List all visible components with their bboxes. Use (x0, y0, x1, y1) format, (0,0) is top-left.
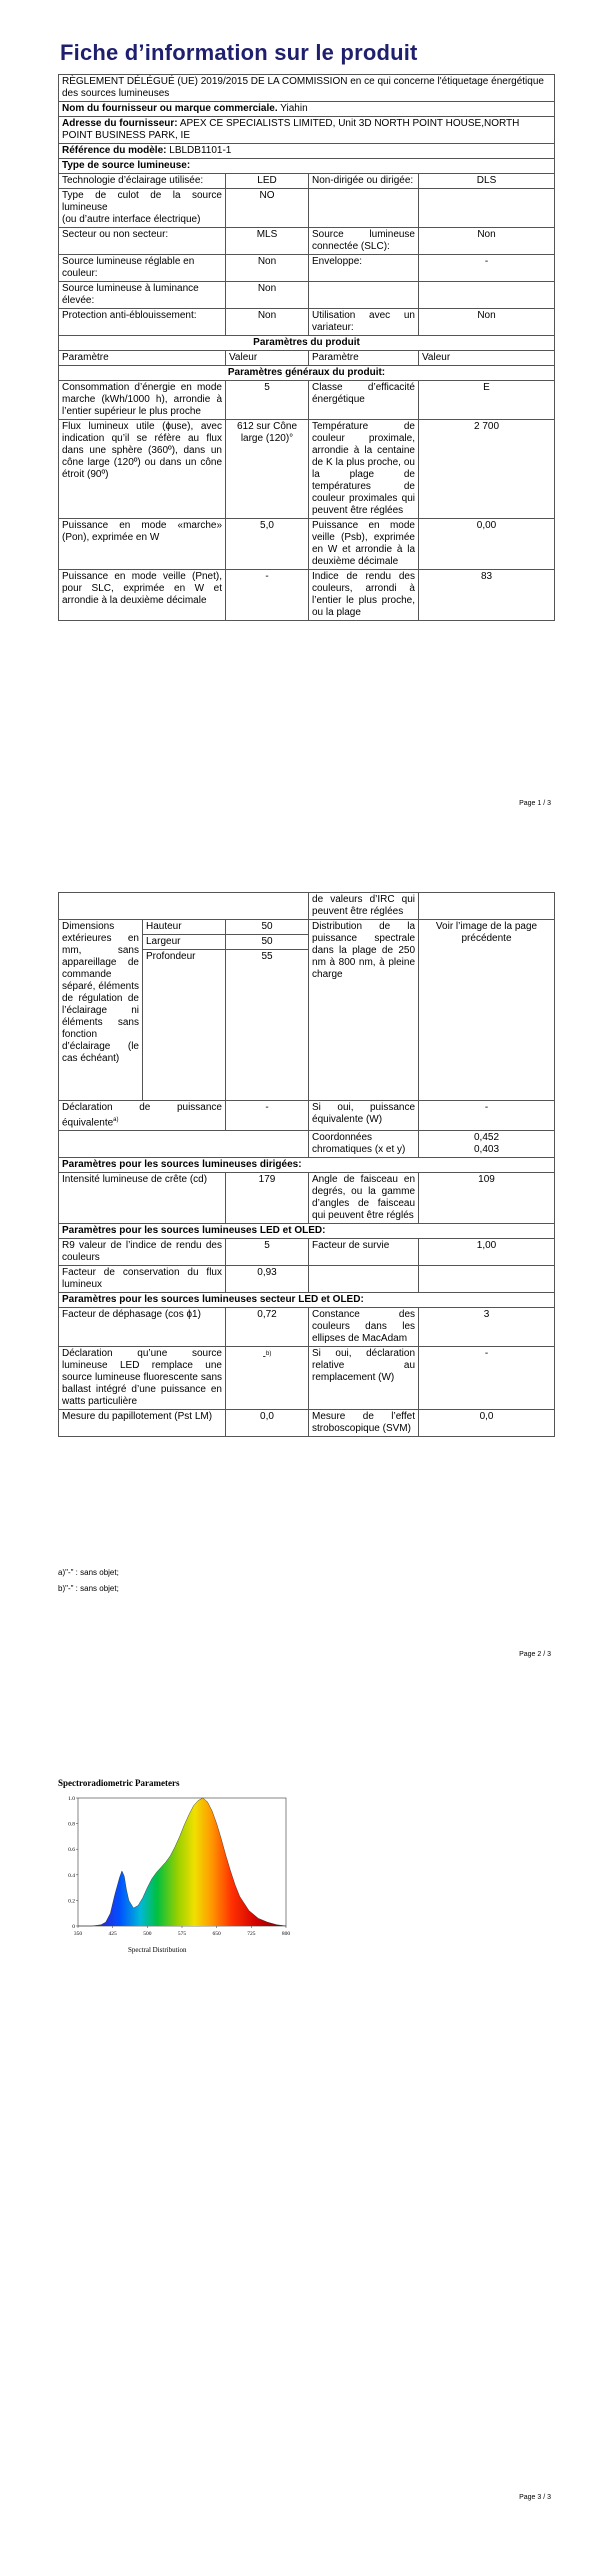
dim-height-label: Hauteur (143, 920, 226, 935)
row-label: Secteur ou non secteur: (59, 228, 226, 255)
flicker-value: 0,0 (226, 1410, 309, 1437)
y-tick-label: 0.8 (68, 1821, 75, 1828)
table-row (59, 1101, 555, 1131)
y-tick-label: 0 (72, 1924, 75, 1930)
table-row (59, 1131, 555, 1158)
param-label: Température de couleur proximale, arrondie à la centaine de K la plus proche, ou la plage de températures de couleur proximales qui peuvent être réglées (309, 420, 419, 519)
footnote-ref-b: b) (266, 1351, 272, 1358)
x-tick-label: 575 (177, 1931, 187, 1937)
directional-heading: Paramètres pour les sources lumineuses dirigées: (59, 1158, 555, 1173)
stroboscopic-value: 0,0 (419, 1410, 555, 1437)
macadam-label: Constance des couleurs dans les ellipses de MacAdam (309, 1308, 419, 1347)
x-tick-label: 650 (212, 1931, 221, 1937)
supplier-label: Nom du fournisseur ou marque commerciale. (62, 103, 278, 114)
regulation-text: RÈGLEMENT DÉLÉGUÉ (UE) 2019/2015 DE LA COMMISSION en ce qui concerne l'étiquetage énergétique des sources lumineuses (59, 75, 555, 102)
x-tick-label: 800 (281, 1931, 291, 1937)
replacement-value (226, 1347, 309, 1410)
replacement-eq-label: Si oui, déclaration relative au remplacement (W) (309, 1347, 419, 1410)
footnote-ref-a: a) (113, 1117, 119, 1123)
mains-heading: Paramètres pour les sources lumineuses secteur LED et OLED: (59, 1293, 555, 1308)
chroma-label: Coordonnées chromatiques (x et y) (309, 1131, 419, 1158)
table-row (59, 1266, 555, 1293)
param-label: Puissance en mode veille (Psb), exprimée en W et arrondie à la deuxième décimale (309, 519, 419, 570)
product-info-table-continued (58, 892, 555, 1437)
general-heading: Paramètres généraux du produit: (59, 366, 555, 381)
dim-width-value: 50 (226, 935, 309, 950)
row-value: NO (226, 189, 309, 228)
params-header-row (59, 351, 555, 366)
x-tick-label: 350 (73, 1931, 83, 1937)
page-number-3: Page 3 / 3 (519, 2494, 551, 2501)
param-value: 0,00 (419, 519, 555, 570)
table-row (59, 570, 555, 621)
param-label: Indice de rendu des couleurs, arrondi à l’entier le plus proche, ou la plage (309, 570, 419, 621)
product-info-table (58, 74, 555, 621)
type-heading: Type de source lumineuse: (59, 159, 555, 174)
row-label: Source lumineuse à luminance élevée: (59, 282, 226, 309)
x-tick-label: 500 (143, 1931, 152, 1937)
table-row (59, 255, 555, 282)
param-value: E (419, 381, 555, 420)
y-tick-label: 0.4 (68, 1872, 75, 1879)
dim-height-value: 50 (226, 920, 309, 935)
equiv-power-label: Si oui, puissance équivalente (W) (309, 1101, 419, 1131)
r9-label: R9 valeur de l’indice de rendu des couleurs (59, 1239, 226, 1266)
dims-row (59, 920, 555, 935)
replacement-label: Déclaration qu’une source lumineuse LED remplace une source lumineuse fluorescente sans ballast intégré d’une puissance en watts particulière (59, 1347, 226, 1410)
y-tick-label: 1.0 (68, 1796, 75, 1802)
row-value: Non (226, 255, 309, 282)
row-label: Protection anti-éblouissement: (59, 309, 226, 336)
cri-continued-text: de valeurs d’IRC qui peuvent être réglées (309, 893, 419, 920)
supplier-value: Yiahin (280, 103, 308, 114)
row-label: Non-dirigée ou dirigée: (309, 174, 419, 189)
power-decl-value: - (226, 1101, 309, 1131)
row-value: Non (419, 228, 555, 255)
replacement-eq-value: - (419, 1347, 555, 1410)
param-value: 5 (226, 381, 309, 420)
table-row (59, 519, 555, 570)
param-value: 612 sur Cône large (120)° (226, 420, 309, 519)
row-value: Non (226, 282, 309, 309)
param-label: Puissance en mode veille (Pnet), pour SLC, exprimée en W et arrondie à la deuxième décimale (59, 570, 226, 621)
phase-value: 0,72 (226, 1308, 309, 1347)
stroboscopic-label: Mesure de l’effet stroboscopique (SVM) (309, 1410, 419, 1437)
spectral-value: Voir l’image de la page précédente (419, 920, 555, 1101)
footnote-a: a)"-" : sans objet; (58, 1568, 119, 1577)
replacement-value-text: - (262, 1351, 266, 1363)
x-tick-label: 725 (247, 1931, 256, 1937)
lumen-maintenance-value: 0,93 (226, 1266, 309, 1293)
param-value: - (226, 570, 309, 621)
param-label: Consommation d’énergie en mode marche (kWh/1000 h), arrondie à l’entier supérieur le plus proche (59, 381, 226, 420)
table-row (59, 282, 555, 309)
survival-label: Facteur de survie (309, 1239, 419, 1266)
chroma-x: 0,452 (474, 1132, 500, 1144)
col-header-param: Paramètre (59, 351, 226, 366)
power-decl-label (59, 1101, 226, 1131)
x-tick-label: 425 (108, 1931, 117, 1937)
row-label: Source lumineuse connectée (SLC): (309, 228, 419, 255)
col-header-value: Valeur (226, 351, 309, 366)
params-heading: Paramètres du produit (59, 336, 555, 351)
page-number-2: Page 2 / 3 (519, 1651, 551, 1658)
phase-label: Facteur de déphasage (cos ɸ1) (59, 1308, 226, 1347)
page-title: Fiche d’information sur le produit (60, 40, 418, 65)
row-value (419, 189, 555, 228)
macadam-value: 3 (419, 1308, 555, 1347)
row-value: Non (419, 309, 555, 336)
dim-depth-value: 55 (226, 950, 309, 1101)
row-value: DLS (419, 174, 555, 189)
row-label: Enveloppe: (309, 255, 419, 282)
table-row (59, 1347, 555, 1410)
y-tick-label: 0.2 (68, 1898, 75, 1905)
page-number-1: Page 1 / 3 (519, 800, 551, 807)
row-label: Source lumineuse réglable en couleur: (59, 255, 226, 282)
row-value (419, 282, 555, 309)
model-row (59, 144, 555, 159)
row-value: - (419, 255, 555, 282)
param-label: Flux lumineux utile (ɸuse), avec indication qu’il se réfère au flux dans une sphère (360º), dans un cône large (120º) ou dans un cône étroit (90º) (59, 420, 226, 519)
table-row (59, 1239, 555, 1266)
row-value: Non (226, 309, 309, 336)
beam-angle-value: 109 (419, 1173, 555, 1224)
table-row (59, 893, 555, 920)
y-tick-label: 0.6 (68, 1847, 75, 1854)
chart-xlabel: Spectral Distribution (128, 1946, 187, 1954)
survival-value: 1,00 (419, 1239, 555, 1266)
table-row (59, 309, 555, 336)
spectral-chart (58, 1778, 318, 1958)
led-heading: Paramètres pour les sources lumineuses LED et OLED: (59, 1224, 555, 1239)
beam-angle-label: Angle de faisceau en degrés, ou la gamme d’angles de faisceau qui peuvent être réglés (309, 1173, 419, 1224)
r9-value: 5 (226, 1239, 309, 1266)
param-value: 83 (419, 570, 555, 621)
cap-type-sublabel: (ou d’autre interface électrique) (62, 214, 201, 225)
model-value: LBLDB1101-1 (169, 145, 232, 156)
cap-type-label: Type de culot de la source lumineuse (62, 190, 222, 213)
spectral-label: Distribution de la puissance spectrale dans la plage de 250 nm à 800 nm, à pleine charge (309, 920, 419, 1101)
param-label: Puissance en mode «marche» (Pon), exprimée en W (59, 519, 226, 570)
table-row (59, 1173, 555, 1224)
address-value: APEX CE SPECIALISTS LIMITED, Unit 3D NORTH POINT HOUSE,NORTH POINT BUSINESS PARK, IE (62, 118, 520, 141)
lumen-maintenance-label: Facteur de conservation du flux lumineux (59, 1266, 226, 1293)
table-row (59, 189, 555, 228)
flicker-label: Mesure du papillotement (Pst LM) (59, 1410, 226, 1437)
model-label: Référence du modèle: (62, 145, 167, 156)
param-value: 5,0 (226, 519, 309, 570)
col-header-value: Valeur (419, 351, 555, 366)
intensity-label: Intensité lumineuse de crête (cd) (59, 1173, 226, 1224)
table-row (59, 174, 555, 189)
dim-depth-label: Profondeur (143, 950, 226, 1101)
row-label: Technologie d’éclairage utilisée: (59, 174, 226, 189)
row-label (309, 189, 419, 228)
dim-width-label: Largeur (143, 935, 226, 950)
dimensions-label: Dimensions extérieures en mm, sans appareillage de commande séparé, éléments de régulation de l’éclairage ni éléments sans fonction d’éclairage (le cas échéant) (59, 920, 143, 1101)
chroma-y: 0,403 (474, 1144, 500, 1156)
row-value: MLS (226, 228, 309, 255)
table-row (59, 420, 555, 519)
row-label (309, 282, 419, 309)
footnote-b: b)"-" : sans objet; (58, 1584, 119, 1593)
spectral-chart-svg (58, 1792, 318, 1958)
table-row (59, 228, 555, 255)
row-label (59, 189, 226, 228)
power-decl-text: Déclaration de puissance équivalente (62, 1102, 222, 1129)
intensity-value: 179 (226, 1173, 309, 1224)
col-header-param: Paramètre (309, 351, 419, 366)
row-value: LED (226, 174, 309, 189)
chart-title: Spectroradiometric Parameters (58, 1778, 180, 1788)
supplier-row (59, 102, 555, 117)
table-row (59, 1308, 555, 1347)
address-row (59, 117, 555, 144)
table-row (59, 1410, 555, 1437)
row-label: Utilisation avec un variateur: (309, 309, 419, 336)
address-label: Adresse du fournisseur: (62, 118, 178, 129)
table-row (59, 381, 555, 420)
param-value: 2 700 (419, 420, 555, 519)
equiv-power-value: - (419, 1101, 555, 1131)
param-label: Classe d’efficacité énergétique (309, 381, 419, 420)
chroma-value (419, 1131, 555, 1158)
